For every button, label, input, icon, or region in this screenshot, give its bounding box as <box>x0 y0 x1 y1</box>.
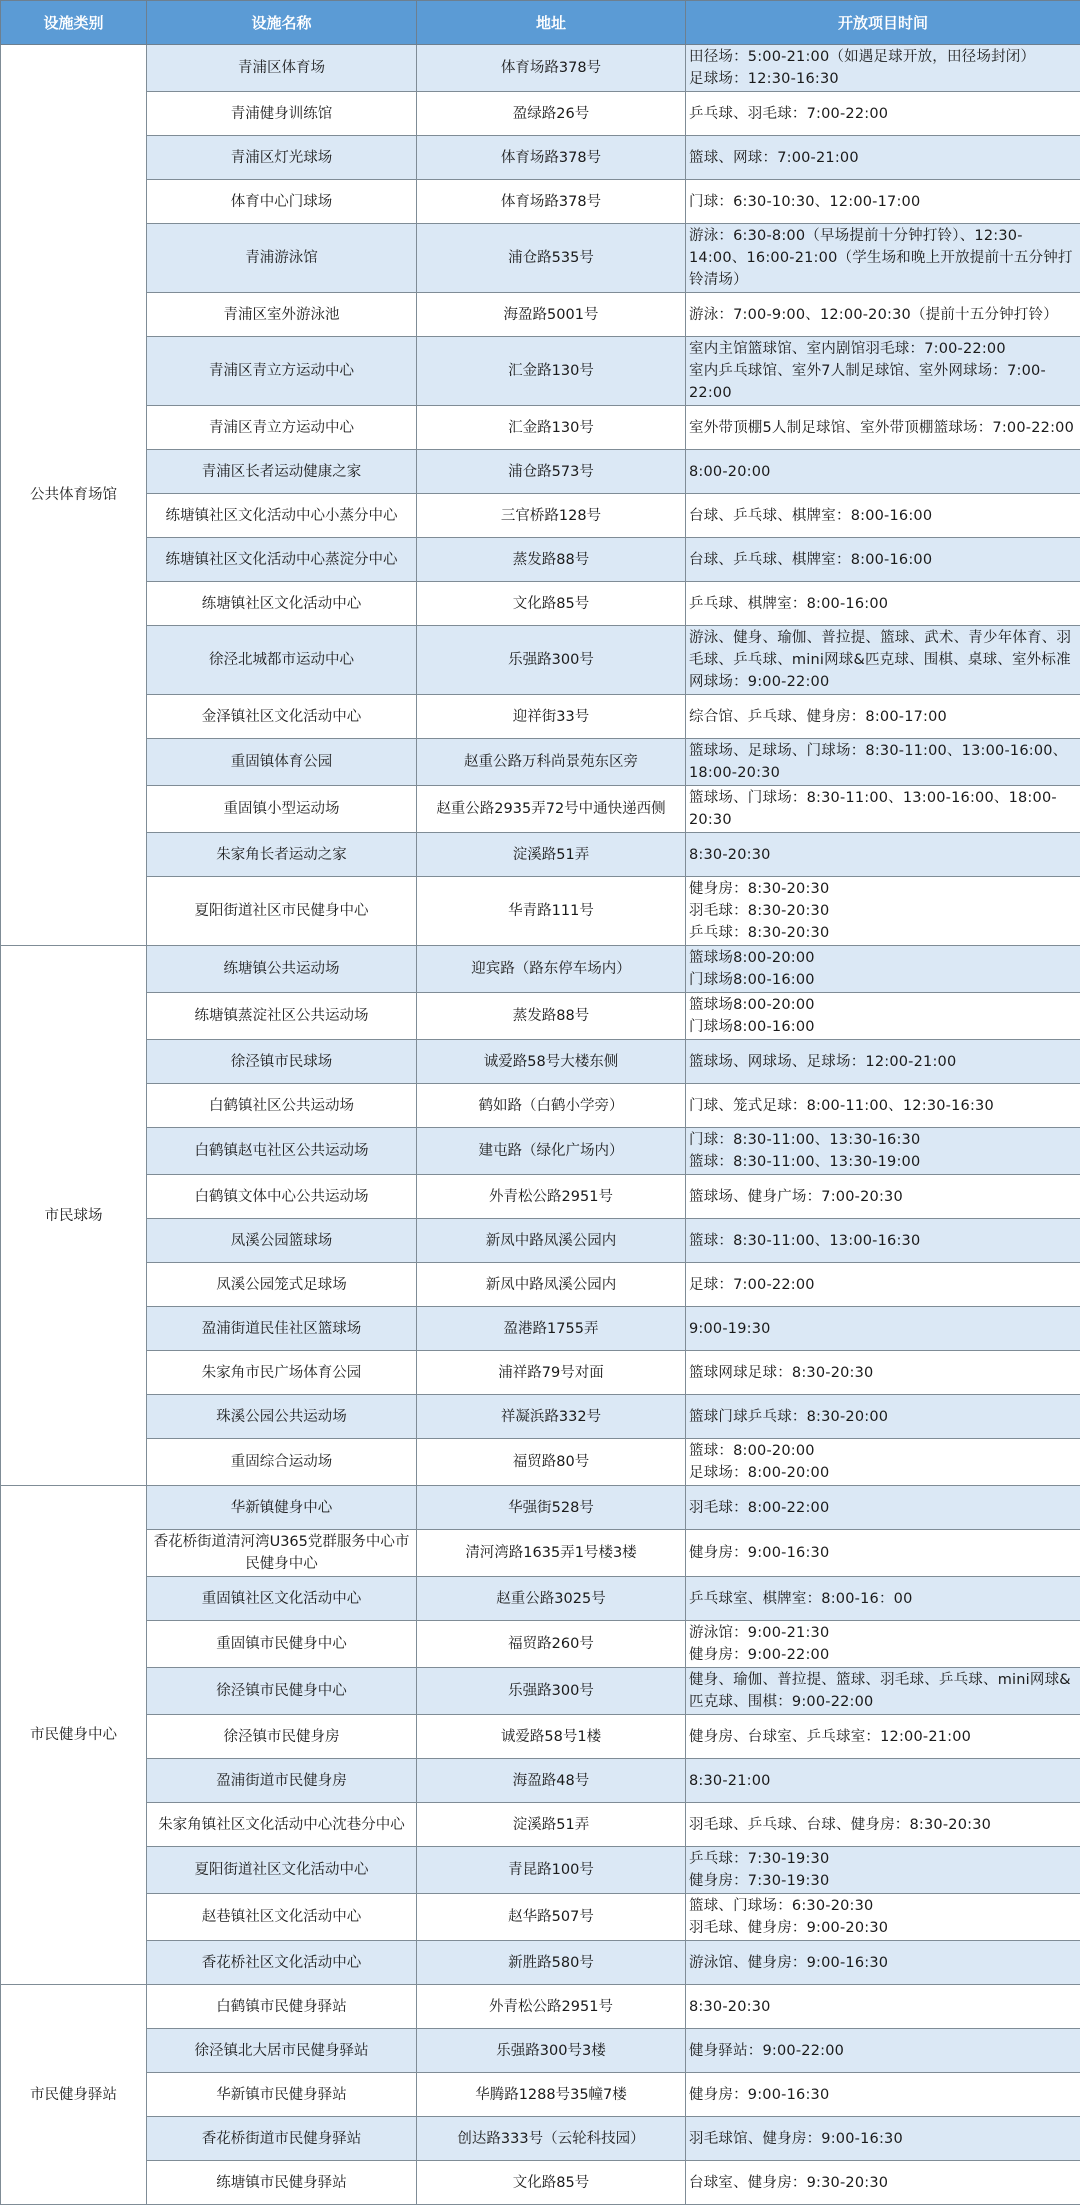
facility-name-cell: 重固镇小型运动场 <box>147 786 417 833</box>
hours-cell: 游泳馆、健身房：9:00-16:30 <box>686 1941 1080 1985</box>
facility-name-cell: 白鹤镇社区公共运动场 <box>147 1084 417 1128</box>
header-category: 设施类别 <box>1 1 147 45</box>
table-row <box>1 993 1080 1040</box>
facility-name-cell: 徐泾镇市民健身房 <box>147 1715 417 1759</box>
facility-name-cell: 盈浦街道市民健身房 <box>147 1759 417 1803</box>
category-cell: 市民健身中心 <box>1 1486 147 1985</box>
hours-cell: 综合馆、乒乓球、健身房：8:00-17:00 <box>686 695 1080 739</box>
facility-name-cell: 香花桥街道市民健身驿站 <box>147 2117 417 2161</box>
address-cell: 海盈路48号 <box>417 1759 686 1803</box>
address-cell: 福贸路260号 <box>417 1621 686 1668</box>
table-row <box>1 45 1080 92</box>
table-row <box>1 2117 1080 2161</box>
facility-name-cell: 凤溪公园篮球场 <box>147 1219 417 1263</box>
address-cell: 华青路111号 <box>417 877 686 946</box>
facility-name-cell: 白鹤镇文体中心公共运动场 <box>147 1175 417 1219</box>
facility-name-cell: 青浦区长者运动健康之家 <box>147 450 417 494</box>
table-row <box>1 92 1080 136</box>
table-row <box>1 786 1080 833</box>
hours-cell: 健身、瑜伽、普拉提、篮球、羽毛球、乒乓球、mini网球&匹克球、围棋：9:00-22:00 <box>686 1668 1080 1715</box>
facility-name-cell: 香花桥街道清河湾U365党群服务中心市民健身中心 <box>147 1530 417 1577</box>
address-cell: 诚爱路58号1楼 <box>417 1715 686 1759</box>
address-cell: 迎祥街33号 <box>417 695 686 739</box>
hours-cell: 羽毛球馆、健身房：9:00-16:30 <box>686 2117 1080 2161</box>
address-cell: 赵重公路2935弄72号中通快递西侧 <box>417 786 686 833</box>
address-cell: 文化路85号 <box>417 582 686 626</box>
table-row <box>1 406 1080 450</box>
hours-cell: 台球、乒乓球、棋牌室：8:00-16:00 <box>686 494 1080 538</box>
facility-name-cell: 青浦区室外游泳池 <box>147 293 417 337</box>
facility-name-cell: 练塘镇公共运动场 <box>147 946 417 993</box>
table-row <box>1 1577 1080 1621</box>
table-row <box>1 2073 1080 2117</box>
header-hours: 开放项目时间 <box>686 1 1080 45</box>
hours-cell: 篮球场、足球场、门球场：8:30-11:00、13:00-16:00、18:00-20:30 <box>686 739 1080 786</box>
hours-cell: 篮球：8:00-20:00 足球场：8:00-20:00 <box>686 1439 1080 1486</box>
address-cell: 三官桥路128号 <box>417 494 686 538</box>
facility-name-cell: 徐泾北城都市运动中心 <box>147 626 417 695</box>
hours-cell: 羽毛球：8:00-22:00 <box>686 1486 1080 1530</box>
address-cell: 文化路85号 <box>417 2161 686 2205</box>
address-cell: 蒸发路88号 <box>417 993 686 1040</box>
facility-name-cell: 练塘镇市民健身驿站 <box>147 2161 417 2205</box>
hours-cell: 篮球门球乒乓球：8:30-20:00 <box>686 1395 1080 1439</box>
table-row <box>1 1307 1080 1351</box>
table-row <box>1 494 1080 538</box>
table-row <box>1 180 1080 224</box>
hours-cell: 室内主馆篮球馆、室内剧馆羽毛球：7:00-22:00 室内乒乓球馆、室外7人制足球馆、室外网球场：7:00-22:00 <box>686 337 1080 406</box>
address-cell: 乐强路300号3楼 <box>417 2029 686 2073</box>
address-cell: 外青松公路2951号 <box>417 1175 686 1219</box>
hours-cell: 篮球场、网球场、足球场：12:00-21:00 <box>686 1040 1080 1084</box>
address-cell: 创达路333号（云轮科技园） <box>417 2117 686 2161</box>
table-row <box>1 1351 1080 1395</box>
address-cell: 福贸路80号 <box>417 1439 686 1486</box>
facility-name-cell: 朱家角镇社区文化活动中心沈巷分中心 <box>147 1803 417 1847</box>
table-row <box>1 293 1080 337</box>
facility-name-cell: 重固镇体育公园 <box>147 739 417 786</box>
facility-name-cell: 华新镇健身中心 <box>147 1486 417 1530</box>
facility-name-cell: 徐泾镇北大居市民健身驿站 <box>147 2029 417 2073</box>
facility-name-cell: 白鹤镇市民健身驿站 <box>147 1985 417 2029</box>
hours-cell: 羽毛球、乒乓球、台球、健身房：8:30-20:30 <box>686 1803 1080 1847</box>
table-row <box>1 1894 1080 1941</box>
header-address: 地址 <box>417 1 686 45</box>
hours-cell: 8:30-21:00 <box>686 1759 1080 1803</box>
table-row <box>1 1128 1080 1175</box>
address-cell: 浦仓路535号 <box>417 224 686 293</box>
hours-cell: 门球：8:30-11:00、13:30-16:30 篮球：8:30-11:00、13:30-19:00 <box>686 1128 1080 1175</box>
facility-name-cell: 朱家角市民广场体育公园 <box>147 1351 417 1395</box>
category-cell: 公共体育场馆 <box>1 45 147 946</box>
facility-name-cell: 徐泾镇市民球场 <box>147 1040 417 1084</box>
facility-name-cell: 重固综合运动场 <box>147 1439 417 1486</box>
hours-cell: 台球室、健身房：9:30-20:30 <box>686 2161 1080 2205</box>
address-cell: 浦祥路79号对面 <box>417 1351 686 1395</box>
hours-cell: 乒乓球、棋牌室：8:00-16:00 <box>686 582 1080 626</box>
facility-name-cell: 青浦区青立方运动中心 <box>147 406 417 450</box>
facility-name-cell: 重固镇社区文化活动中心 <box>147 1577 417 1621</box>
address-cell: 乐强路300号 <box>417 1668 686 1715</box>
address-cell: 建屯路（绿化广场内） <box>417 1128 686 1175</box>
table-row <box>1 2161 1080 2205</box>
address-cell: 海盈路5001号 <box>417 293 686 337</box>
address-cell: 华腾路1288号35幢7楼 <box>417 2073 686 2117</box>
hours-cell: 篮球场、健身广场：7:00-20:30 <box>686 1175 1080 1219</box>
facility-name-cell: 练塘镇社区文化活动中心小蒸分中心 <box>147 494 417 538</box>
address-cell: 诚爱路58号大楼东侧 <box>417 1040 686 1084</box>
address-cell: 新胜路580号 <box>417 1941 686 1985</box>
hours-cell: 足球：7:00-22:00 <box>686 1263 1080 1307</box>
facility-name-cell: 练塘镇社区文化活动中心蒸淀分中心 <box>147 538 417 582</box>
table-row <box>1 450 1080 494</box>
table-row <box>1 1040 1080 1084</box>
table-body <box>1 45 1080 2205</box>
category-cell: 市民健身驿站 <box>1 1985 147 2205</box>
table-row <box>1 1621 1080 1668</box>
facility-name-cell: 重固镇市民健身中心 <box>147 1621 417 1668</box>
table-row <box>1 626 1080 695</box>
hours-cell: 游泳、健身、瑜伽、普拉提、篮球、武术、青少年体育、羽毛球、乒乓球、mini网球&匹克球、围棋、桌球、室外标准网球场：9:00-22:00 <box>686 626 1080 695</box>
table-row <box>1 1941 1080 1985</box>
address-cell: 体育场路378号 <box>417 45 686 92</box>
table-header-row <box>1 1 1080 45</box>
hours-cell: 8:30-20:30 <box>686 1985 1080 2029</box>
hours-cell: 游泳馆：9:00-21:30 健身房：9:00-22:00 <box>686 1621 1080 1668</box>
hours-cell: 健身房：9:00-16:30 <box>686 2073 1080 2117</box>
table-row <box>1 946 1080 993</box>
hours-cell: 门球、笼式足球：8:00-11:00、12:30-16:30 <box>686 1084 1080 1128</box>
hours-cell: 篮球网球足球：8:30-20:30 <box>686 1351 1080 1395</box>
table-row <box>1 582 1080 626</box>
table-row <box>1 224 1080 293</box>
facility-name-cell: 青浦游泳馆 <box>147 224 417 293</box>
address-cell: 赵重公路万科尚景苑东区旁 <box>417 739 686 786</box>
table-row <box>1 1439 1080 1486</box>
table-row <box>1 136 1080 180</box>
table-row <box>1 1219 1080 1263</box>
address-cell: 新凤中路凤溪公园内 <box>417 1263 686 1307</box>
hours-cell: 篮球场、门球场：8:30-11:00、13:00-16:00、18:00-20:30 <box>686 786 1080 833</box>
hours-cell: 篮球：8:30-11:00、13:00-16:30 <box>686 1219 1080 1263</box>
table-row <box>1 1084 1080 1128</box>
table-row <box>1 337 1080 406</box>
hours-cell: 健身房：9:00-16:30 <box>686 1530 1080 1577</box>
table-row <box>1 2029 1080 2073</box>
address-cell: 华强街528号 <box>417 1486 686 1530</box>
table-row <box>1 877 1080 946</box>
address-cell: 赵重公路3025号 <box>417 1577 686 1621</box>
facility-name-cell: 赵巷镇社区文化活动中心 <box>147 1894 417 1941</box>
facility-name-cell: 青浦健身训练馆 <box>147 92 417 136</box>
hours-cell: 乒乓球室、棋牌室：8:00-16：00 <box>686 1577 1080 1621</box>
table-row <box>1 1395 1080 1439</box>
table-row <box>1 1175 1080 1219</box>
table-row <box>1 1803 1080 1847</box>
address-cell: 体育场路378号 <box>417 136 686 180</box>
table-row <box>1 833 1080 877</box>
address-cell: 鹤如路（白鹤小学旁） <box>417 1084 686 1128</box>
address-cell: 浦仓路573号 <box>417 450 686 494</box>
hours-cell: 篮球、网球：7:00-21:00 <box>686 136 1080 180</box>
address-cell: 外青松公路2951号 <box>417 1985 686 2029</box>
address-cell: 迎宾路（路东停车场内） <box>417 946 686 993</box>
hours-cell: 游泳：7:00-9:00、12:00-20:30（提前十五分钟打铃） <box>686 293 1080 337</box>
facility-name-cell: 盈浦街道民佳社区篮球场 <box>147 1307 417 1351</box>
table-row <box>1 1759 1080 1803</box>
address-cell: 乐强路300号 <box>417 626 686 695</box>
facility-name-cell: 凤溪公园笼式足球场 <box>147 1263 417 1307</box>
address-cell: 祥凝浜路332号 <box>417 1395 686 1439</box>
table-row <box>1 538 1080 582</box>
table-row <box>1 739 1080 786</box>
facility-name-cell: 香花桥社区文化活动中心 <box>147 1941 417 1985</box>
facility-name-cell: 青浦区体育场 <box>147 45 417 92</box>
hours-cell: 篮球场8:00-20:00 门球场8:00-16:00 <box>686 946 1080 993</box>
hours-cell: 健身驿站：9:00-22:00 <box>686 2029 1080 2073</box>
address-cell: 清河湾路1635弄1号楼3楼 <box>417 1530 686 1577</box>
address-cell: 青昆路100号 <box>417 1847 686 1894</box>
table-row <box>1 1985 1080 2029</box>
facility-name-cell: 徐泾镇市民健身中心 <box>147 1668 417 1715</box>
category-cell: 市民球场 <box>1 946 147 1486</box>
table-row <box>1 1847 1080 1894</box>
facility-name-cell: 朱家角长者运动之家 <box>147 833 417 877</box>
table-row <box>1 1530 1080 1577</box>
facility-name-cell: 白鹤镇赵屯社区公共运动场 <box>147 1128 417 1175</box>
address-cell: 蒸发路88号 <box>417 538 686 582</box>
table-row <box>1 1668 1080 1715</box>
facility-name-cell: 练塘镇蒸淀社区公共运动场 <box>147 993 417 1040</box>
facility-name-cell: 华新镇市民健身驿站 <box>147 2073 417 2117</box>
facility-name-cell: 夏阳街道社区市民健身中心 <box>147 877 417 946</box>
address-cell: 淀溪路51弄 <box>417 833 686 877</box>
hours-cell: 9:00-19:30 <box>686 1307 1080 1351</box>
hours-cell: 田径场：5:00-21:00（如遇足球开放，田径场封闭） 足球场：12:30-16:30 <box>686 45 1080 92</box>
address-cell: 新凤中路凤溪公园内 <box>417 1219 686 1263</box>
address-cell: 体育场路378号 <box>417 180 686 224</box>
hours-cell: 健身房、台球室、乒乓球室：12:00-21:00 <box>686 1715 1080 1759</box>
table-row <box>1 1486 1080 1530</box>
header-name: 设施名称 <box>147 1 417 45</box>
hours-cell: 8:30-20:30 <box>686 833 1080 877</box>
hours-cell: 乒乓球、羽毛球：7:00-22:00 <box>686 92 1080 136</box>
address-cell: 赵华路507号 <box>417 1894 686 1941</box>
facility-name-cell: 青浦区青立方运动中心 <box>147 337 417 406</box>
hours-cell: 8:00-20:00 <box>686 450 1080 494</box>
table-row <box>1 1715 1080 1759</box>
hours-cell: 健身房：8:30-20:30 羽毛球：8:30-20:30 乒乓球：8:30-20:30 <box>686 877 1080 946</box>
facility-name-cell: 金泽镇社区文化活动中心 <box>147 695 417 739</box>
facility-name-cell: 青浦区灯光球场 <box>147 136 417 180</box>
facility-name-cell: 珠溪公园公共运动场 <box>147 1395 417 1439</box>
address-cell: 汇金路130号 <box>417 337 686 406</box>
address-cell: 淀溪路51弄 <box>417 1803 686 1847</box>
table-row <box>1 1263 1080 1307</box>
hours-cell: 乒乓球：7:30-19:30 健身房：7:30-19:30 <box>686 1847 1080 1894</box>
hours-cell: 篮球、门球场：6:30-20:30 羽毛球、健身房：9:00-20:30 <box>686 1894 1080 1941</box>
facility-name-cell: 夏阳街道社区文化活动中心 <box>147 1847 417 1894</box>
facility-name-cell: 练塘镇社区文化活动中心 <box>147 582 417 626</box>
address-cell: 盈港路1755弄 <box>417 1307 686 1351</box>
address-cell: 盈绿路26号 <box>417 92 686 136</box>
address-cell: 汇金路130号 <box>417 406 686 450</box>
hours-cell: 篮球场8:00-20:00 门球场8:00-16:00 <box>686 993 1080 1040</box>
table-row <box>1 695 1080 739</box>
hours-cell: 游泳：6:30-8:00（早场提前十分钟打铃）、12:30-14:00、16:00-21:00（学生场和晚上开放提前十五分钟打铃清场） <box>686 224 1080 293</box>
hours-cell: 门球：6:30-10:30、12:00-17:00 <box>686 180 1080 224</box>
facility-name-cell: 体育中心门球场 <box>147 180 417 224</box>
hours-cell: 室外带顶棚5人制足球馆、室外带顶棚篮球场：7:00-22:00 <box>686 406 1080 450</box>
hours-cell: 台球、乒乓球、棋牌室：8:00-16:00 <box>686 538 1080 582</box>
